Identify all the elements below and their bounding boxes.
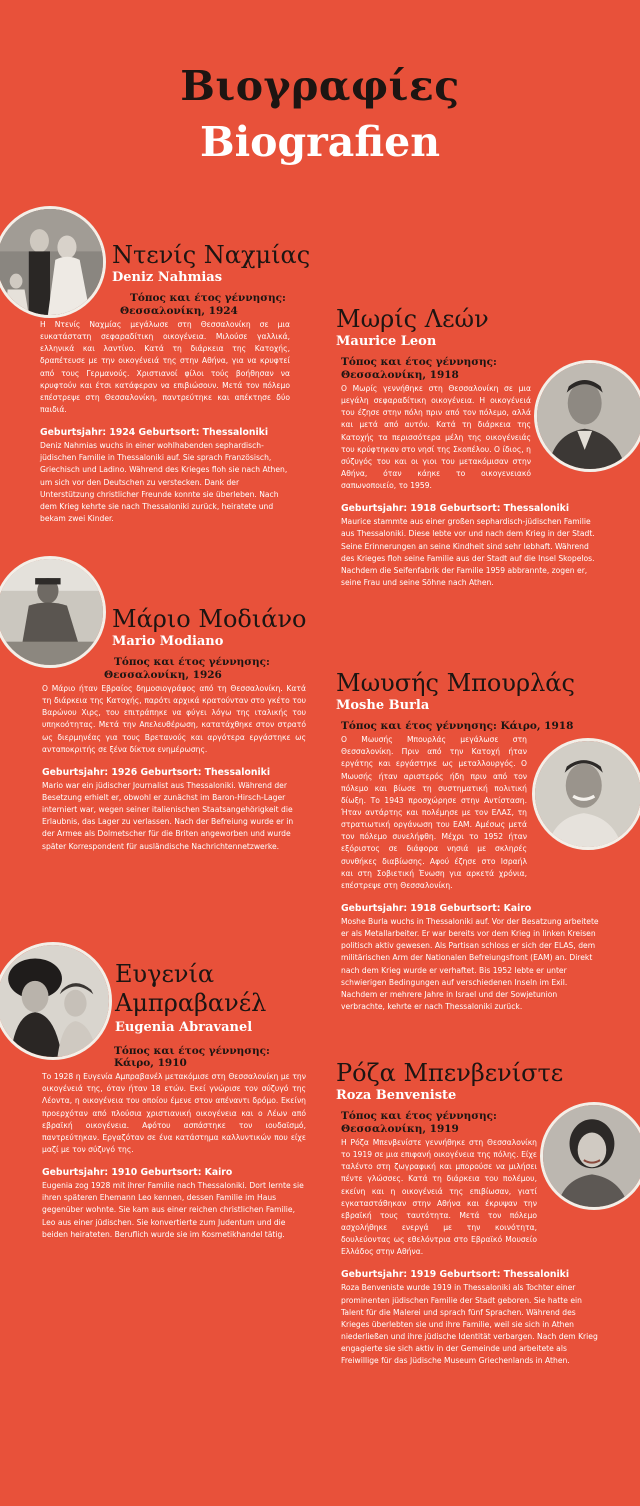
bio-name-greek: Ντενίς Ναχμίας	[112, 241, 311, 269]
bio-birth-label: Τόπος και έτος γέννησης:	[341, 1110, 497, 1123]
photo-moshe-burla	[532, 738, 640, 850]
bio-birth-info	[104, 656, 306, 682]
bio-text-greek: Η Ρόζα Μπενβενίστε γεννήθηκε στη Θεσσαλονίκη το 1919 σε μια επιφανή οικογένεια της πόλης. Είχε ταλέντο στη ζωγραφική και μπορούσε να μιλήσει πέντε γλώσσες. Κατά τη διάρκεια του πολέμου, εκείνη και η οικογένειά της επιβίωσαν, γιατί εγκαταστάθηκαν στην Αθήνα και έκρυψαν την εβραϊκή τους ταυτότητα. Μετά τον πόλεμο ασχολήθηκε ενεργά με την κοινότητα, δουλεύοντας ως εθελόντρια στο Εβραϊκό Μουσείο Ελλάδος στην Αθήνα.	[341, 1137, 537, 1257]
bio-text-greek: Ο Μωυσής Μπουρλάς μεγάλωσε στη Θεσσαλονίκη. Πριν από την Κατοχή ήταν εργάτης και εργάστηκε ως μεταλλουργός. Ο Μωυσής ήταν αριστερός ήδη πριν από τον πόλεμο και βίωσε τη συστηματική πολιτική δίωξη. Το 1943 προσχώρησε στην Αντίσταση. Ήταν αντάρτης και πολέμησε με τον ΕΛΑΣ, τη στρατιωτική οργάνωση του ΕΑΜ. Αμέσως μετά τον πόλεμο συνελήφθη. Μέχρι το 1952 ήταν εξόριστος σε διάφορα νησιά με σκληρές συνθήκες διαβίωσης. Αφού έζησε στο Ισραήλ και στη Σοβιετική Ένωση για αρκετά χρόνια, επέστρεψε στη Θεσσαλονίκη.	[341, 735, 527, 890]
bio-name-german: Deniz Nahmias	[112, 270, 223, 286]
bio-text-german: Maurice stammte aus einer großen sephardisch-jüdischen Familie aus Thessaloniki. Diese lebte vor und nach dem Krieg in der Stadt. Seine Erinnerungen an seine Kindheit sind sehr lebhaft. Während des Krieges floh seine Familie aus der Stadt auf die Insel Skopelos. Nachdem die Seifenfabrik der Familie 1959 abbrannte, zogen er, seine Frau und seine Söhne nach Athen.	[341, 517, 595, 587]
bio-deniz-nahmias	[40, 241, 311, 525]
bio-text-german: Deniz Nahmias wuchs in einer wohlhabenden sephardisch-jüdischen Familie in Thessaloniki auf. Sie sprach Französisch, Griechisch und Ladino. Während des Krieges floh sie nach Athen, um sich vor den Deutschen zu verstecken. Dank der Unterstützung christlicher Freunde konnte sie überleben. Nach dem Krieg kehrte sie nach Thessaloniki zurück, heiratete und bekam zwei Kinder.	[40, 441, 288, 523]
portrait-icon	[537, 363, 640, 469]
bio-birth-info	[120, 292, 290, 318]
bio-name-german: Mario Modiano	[112, 634, 224, 650]
page-title-german: Biografien	[199, 118, 441, 166]
bio-birth-info	[114, 1045, 306, 1071]
bio-text-greek: Ο Μωρίς γεννήθηκε στη Θεσσαλονίκη σε μια μεγάλη σεφαραδίτικη οικογένεια. Η οικογένειά του έζησε στην πόλη πριν από τον πόλεμο, αλλά και μετά από αυτόν. Κατά τη διάρκεια της Κατοχής τα περισσότερα μέλη της οικογένειάς του κρύφτηκαν στο νησί της Σκοπέλου. Ο ίδιος, η σύζυγός του και οι γιοι του μετακόμισαν στην Αθήνα, όταν κάηκε το οικογενειακό σαπωνοποιείο, το 1959.	[341, 383, 531, 491]
bio-birth-label: Τόπος και έτος γέννησης:	[130, 292, 286, 305]
bio-birth-label: Τόπος και έτος γέννησης: Κάιρο, 1910	[114, 1044, 270, 1070]
page-title-greek: Βιογραφίες	[180, 62, 460, 110]
bio-name-greek: Ευγενία Αμπραβανέλ	[115, 960, 267, 1017]
bio-german-heading: Geburtsjahr: 1926 Geburtsort: Thessaloniki	[42, 766, 271, 778]
bio-text-german: Moshe Burla wuchs in Thessaloniki auf. Vor der Besatzung arbeitete er als Metallarbeiter. Er war bereits vor dem Krieg in linken Kreisen politisch aktiv gewesen. Als Partisan schloss er sich der ELAS, dem militärischen Arm der Nationalen Befreiungsfront (EAM) an. Direkt nach dem Krieg wurde er verhaftet. Bis 1952 lebte er unter schwierigen Bedingungen auf verschiedenen Inseln im Exil. Nachdem er mehrere Jahre in Israel und der Sowjetunion verbrachte, kehrte er nach Thessaloniki zurück.	[341, 917, 599, 1011]
bio-text-german: Roza Benveniste wurde 1919 in Thessaloniki als Tochter einer prominenten jüdischen Familie der Stadt geboren. Sie hatte ein Talent für die Malerei und sprach fünf Sprachen. Während des Krieges überlebten sie und ihre Familie, weil sie sich in Athen niederließen und ihre jüdische Identität verbargen. Nach dem Krieg engagierte sie sich aktiv in der Gemeinde und arbeitete als Freiwillige für das Jüdische Museum Griechenlands in Athen.	[341, 1283, 598, 1366]
bio-birth-value: Θεσσαλονίκη, 1924	[120, 305, 238, 318]
bio-german-heading: Geburtsjahr: 1910 Geburtsort: Kairo	[42, 1167, 233, 1179]
bio-eugenia-abravanel	[42, 960, 306, 1241]
bio-name-german: Maurice Leon	[336, 334, 437, 350]
portrait-icon	[543, 1105, 640, 1207]
bio-name-greek: Ρόζα Μπενβενίστε	[336, 1059, 564, 1087]
bio-text-german: Mario war ein jüdischer Journalist aus Thessaloniki. Während der Besetzung erhielt er, obwohl er zunächst im Baron-Hirsch-Lager interniert war, wegen seiner italienischen Staatsangehörigkeit die Erlaubnis, das Lager zu verlassen. Nach der Befreiung wurde er in der Armee als Dolmetscher für die Briten angeworben und wurde später Korrespondent für ausländische Nachrichtennetzwerke.	[42, 780, 294, 851]
portrait-icon	[535, 741, 640, 847]
bio-text-greek: Ο Μάριο ήταν Εβραίος δημοσιογράφος από τη Θεσσαλονίκη. Κατά τη διάρκεια της Κατοχής, παρότι αρχικά κρατούνταν στο γκέτο του Βαρώνου Χιρς, του επιτράπηκε να φύγει λόγω της ιταλικής του υπηκοότητας. Μετά την Απελευθέρωση, κατατάχθηκε στον στρατό ως διερμηνέας για τους Βρετανούς και αργότερα εργάστηκε ως ανταποκριτής σε ξένα δίκτυα ενημέρωσης.	[42, 683, 306, 754]
bio-name-greek: Μωυσής Μπουρλάς	[336, 669, 575, 697]
bio-german-heading: Geburtsjahr: 1919 Geburtsort: Thessaloniki	[341, 1269, 570, 1281]
bio-name-german: Eugenia Abravanel	[115, 1019, 253, 1035]
bio-german-heading: Geburtsjahr: 1918 Geburtsort: Kairo	[341, 903, 532, 915]
bio-birth-value: Θεσσαλονίκη, 1926	[104, 669, 222, 682]
bio-roza-benveniste	[336, 1060, 600, 1367]
bio-name-greek: Μωρίς Λεών	[336, 305, 489, 333]
bio-birth-value: Θεσσαλονίκη, 1919	[341, 1123, 459, 1136]
bio-birth-label: Τόπος και έτος γέννησης:	[114, 656, 270, 669]
bio-german-heading: Geburtsjahr: 1924 Geburtsort: Thessaloniki	[40, 427, 269, 439]
bio-text-german: Eugenia zog 1928 mit ihrer Familie nach Thessaloniki. Dort lernte sie ihren späteren Ehemann Leo kennen, dessen Familie im Haus gegenüber wohnte. Sie kam aus einer reichen christlichen Familie, Leo aus einer jüdischen. Sie konvertierte zum Judentum und die beiden heirateten. Beruflich wurde sie im Kosmetikhandel tätig.	[42, 1181, 304, 1239]
bio-birth-value: Θεσσαλονίκη, 1918	[341, 369, 459, 382]
bio-birth-info	[341, 720, 600, 733]
bio-name-german: Roza Benveniste	[336, 1088, 457, 1104]
bio-mario-modiano	[42, 606, 306, 853]
bio-name-greek: Μάριο Μοδιάνο	[112, 605, 307, 633]
bio-german-heading: Geburtsjahr: 1918 Geburtsort: Thessaloniki	[341, 503, 570, 515]
bio-text-greek: Το 1928 η Ευγενία Αμπραβανέλ μετακόμισε στη Θεσσαλονίκη με την οικογένειά της, όταν ήταν 18 ετών. Εκεί γνώρισε τον σύζυγό της Λέοντα, η οικογένεια του οποίου έμενε στον απέναντι δρόμο. Εκείνη προερχόταν από πλούσια χριστιανική οικογένεια και ο Λέων από εβραϊκή οικογένεια. Αφότου ασπάστηκε τον ιουδαϊσμό, παντρεύτηκαν. Εργαζόταν σε ένα κατάστημα καλλυντικών που είχε μαζί με τον σύζυγό της.	[42, 1072, 306, 1155]
photo-maurice-leon	[534, 360, 640, 472]
bio-name-german: Moshe Burla	[336, 698, 430, 714]
photo-roza-benveniste	[540, 1102, 640, 1210]
bio-birth-label: Τόπος και έτος γέννησης:	[341, 356, 497, 369]
bio-text-greek: Η Ντενίς Ναχμίας μεγάλωσε στη Θεσσαλονίκη σε μια ευκατάστατη σεφαραδίτικη οικογένεια. Μιλούσε γαλλικά, ελληνικά και λαντίνο. Κατά τη διάρκεια της Κατοχής, δραπέτευσε με την οικογένειά της στην Αθήνα, για να κρυφτεί από τους Γερμανούς. Χριστιανοί φίλοι τούς βοήθησαν να κρυφτούν και έτσι κατάφεραν να επιβιώσουν. Μετά τον πόλεμο επέστρεψε στη Θεσσαλονίκη, παντρεύτηκε και απέκτησε δύο παιδιά.	[40, 319, 290, 414]
bio-birth-label: Τόπος και έτος γέννησης: Κάιρο, 1918	[341, 720, 574, 733]
